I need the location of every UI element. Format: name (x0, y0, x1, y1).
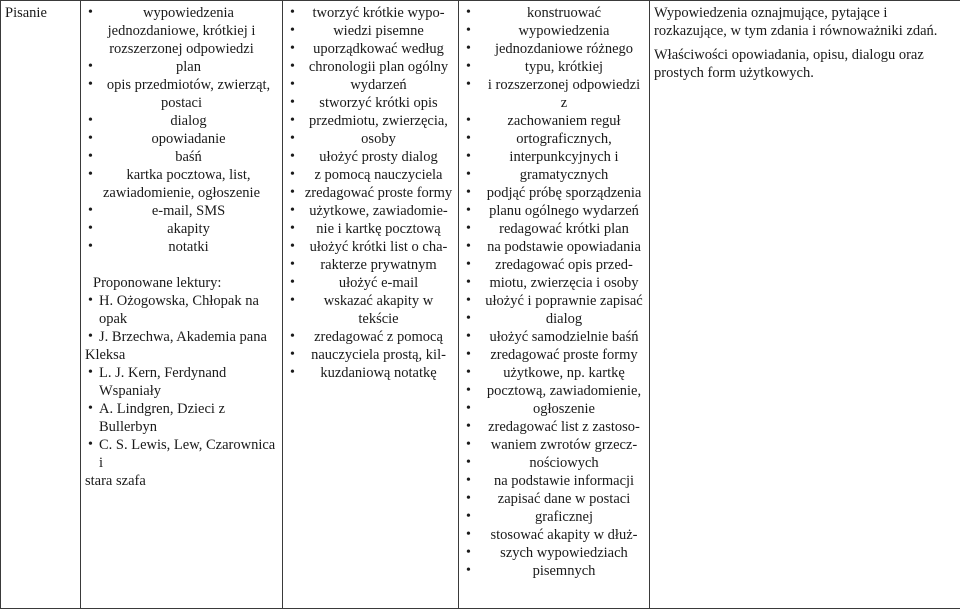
list-item: • notatki (85, 238, 278, 256)
list-item: • tworzyć krótkie wypo- (287, 4, 454, 22)
list-item: • ułożyć e-mail (287, 274, 454, 292)
list-item-continuation: • pisemnych (463, 562, 645, 580)
list-item-continuation: • wydarzeń (287, 76, 454, 94)
list-item-continuation: • pocztową, zawiadomienie, (463, 382, 645, 400)
list-item-continuation: • i rozszerzonej odpowiedzi z (463, 76, 645, 112)
requirements-basic-cell (283, 1, 459, 609)
lecture-item: • A. Lindgren, Dzieci z Bullerbyn (85, 400, 278, 436)
list-item: • zredagować opis przed- (463, 256, 645, 274)
list-item: • e-mail, SMS (85, 202, 278, 220)
list-item: • akapity (85, 220, 278, 238)
list-item: • podjąć próbę sporządzenia (463, 184, 645, 202)
list-item: • ułożyć samodzielnie baśń (463, 328, 645, 346)
content-cell (81, 1, 283, 609)
list-item-continuation: • typu, krótkiej (463, 58, 645, 76)
list-item: • z pomocą nauczyciela (287, 166, 454, 184)
list-item: • stworzyć krótki opis (287, 94, 454, 112)
list-item-continuation: • zapisać dane w postaci (463, 490, 645, 508)
grammar-paragraph-1: Wypowiedzenia oznajmujące, pytające i rozkazujące, w tym zdania i równoważniki zdań. (654, 5, 938, 39)
skill-category-label: Pisanie (5, 5, 47, 21)
grammar-paragraph-2: Właściwości opowiadania, opisu, dialogu oraz prostych form użytkowych. (654, 47, 924, 81)
lecture-item: • C. S. Lewis, Lew, Czarownica i (85, 436, 278, 472)
list-item: • na podstawie informacji (463, 472, 645, 490)
list-item: • wskazać akapity w tekście (287, 292, 454, 328)
list-item-continuation: • miotu, zwierzęcia i osoby (463, 274, 645, 292)
list-item: • opowiadanie (85, 130, 278, 148)
lecture-item: • L. J. Kern, Ferdynand Wspaniały (85, 364, 278, 400)
requirements-basic-list (287, 4, 454, 382)
list-item: • ułożyć krótki list o cha- (287, 238, 454, 256)
list-item-continuation: • waniem zwrotów grzecz- (463, 436, 645, 454)
list-item-continuation: • nauczyciela prostą, kil- (287, 346, 454, 364)
requirements-extended-cell (459, 1, 650, 609)
list-item-continuation: • nościowych (463, 454, 645, 472)
list-item-continuation: • wiedzi pisemne (287, 22, 454, 40)
list-item: • konstruować (463, 4, 645, 22)
list-item-continuation: zawiadomienie, ogłoszenie (102, 185, 261, 201)
list-item: • baśń (85, 148, 278, 166)
list-item-continuation: • ortograficznych, (463, 130, 645, 148)
list-item-continuation: • planu ogólnego wydarzeń (463, 202, 645, 220)
list-item: • uporządkować według (287, 40, 454, 58)
list-item-continuation: • szych wypowiedziach (463, 544, 645, 562)
list-item-continuation: • interpunkcyjnych i (463, 148, 645, 166)
list-item: • redagować krótki plan (463, 220, 645, 238)
list-item-continuation: postaci (160, 95, 203, 111)
list-item-continuation: • graficznej (463, 508, 645, 526)
list-item-continuation: • użytkowe, zawiadomie- (287, 202, 454, 220)
list-item: • opis przedmiotów, zwierząt, (85, 76, 278, 94)
requirements-extended-list (463, 4, 645, 580)
list-item: • zredagować proste formy (463, 346, 645, 364)
lectures-heading: Proponowane lektury: (93, 275, 222, 291)
list-item-continuation: • osoby (287, 130, 454, 148)
list-item-continuation: • zredagować proste formy (287, 184, 454, 202)
list-item-continuation: • ogłoszenie (463, 400, 645, 418)
list-item-continuation: • chronologii plan ogólny (287, 58, 454, 76)
grammar-cell (650, 1, 960, 609)
list-item-continuation: • dialog (463, 310, 645, 328)
skill-category-cell (1, 1, 81, 609)
lecture-item-continuation: Kleksa (85, 347, 126, 363)
list-item-continuation: • użytkowe, np. kartkę (463, 364, 645, 382)
lecture-item-continuation: stara szafa (85, 473, 146, 489)
list-item-continuation: • przedmiotu, zwierzęcia, (287, 112, 454, 130)
list-item-continuation: • wypowiedzenia (463, 22, 645, 40)
list-item: • ułożyć i poprawnie zapisać (463, 292, 645, 310)
list-item-continuation: • jednozdaniowe różnego (463, 40, 645, 58)
list-item-continuation: jednozdaniowe, krótkiej i (107, 23, 256, 39)
content-list (85, 4, 278, 256)
list-item-continuation: rozszerzonej odpowiedzi (109, 41, 254, 57)
list-item: • zredagować z pomocą (287, 328, 454, 346)
list-item-continuation: • zachowaniem reguł (463, 112, 645, 130)
list-item-continuation: • nie i kartkę pocztową (287, 220, 454, 238)
list-item: • ułożyć prosty dialog (287, 148, 454, 166)
list-item-continuation: • na podstawie opowiadania (463, 238, 645, 256)
list-item: • wypowiedzenia (85, 4, 278, 22)
list-item-continuation: • rakterze prywatnym (287, 256, 454, 274)
list-item: • zredagować list z zastoso- (463, 418, 645, 436)
list-item: • dialog (85, 112, 278, 130)
lecture-item: • J. Brzechwa, Akademia pana (85, 328, 278, 346)
table-row (1, 1, 960, 609)
lectures-list (85, 292, 278, 490)
list-item: • stosować akapity w dłuż- (463, 526, 645, 544)
list-item-continuation: • kuzdaniową notatkę (287, 364, 454, 382)
list-item-continuation: • gramatycznych (463, 166, 645, 184)
lecture-item: • H. Ożogowska, Chłopak na opak (85, 292, 278, 328)
list-item: • plan (85, 58, 278, 76)
list-item: • kartka pocztowa, list, (85, 166, 278, 184)
